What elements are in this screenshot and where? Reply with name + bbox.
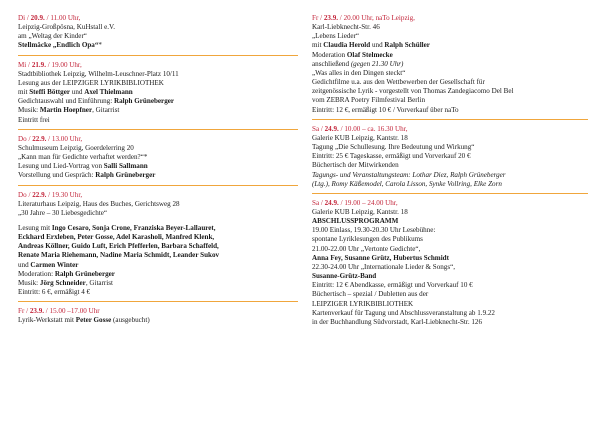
event-line	[18, 162, 298, 171]
text-segment: *	[98, 41, 102, 50]
event-line	[312, 309, 588, 318]
header-separator: /	[319, 198, 325, 207]
event-line	[312, 106, 588, 115]
text-segment: Gedichtfilme u.a. aus den Wettbewerben der Gesellschaft für	[312, 78, 485, 87]
bold-text: Eckhard Erxleben, Peter Gosse, Adel Karasholi, Manfred Klenk,	[18, 233, 215, 242]
event-line	[18, 153, 298, 162]
event-line	[18, 288, 298, 297]
text-segment: Galerie KUB Leipzig, Kantstr. 18	[312, 133, 408, 142]
event-line	[18, 251, 298, 260]
event-line	[18, 70, 298, 79]
text-segment: und	[370, 41, 385, 50]
bold-text: Claudia Herold	[323, 41, 371, 50]
text-segment: Eintritt: 12 € Abendkasse, ermäßigt und Vorverkauf 10 €	[312, 281, 473, 290]
event-line	[18, 270, 298, 279]
header-separator: /	[25, 14, 31, 22]
bold-text: Steffi Böttger	[29, 88, 71, 97]
bold-text: ABSCHLUSSPROGRAMM	[312, 217, 399, 226]
text-segment: „Kann man für Gedichte verhaftet werden?“*	[18, 153, 148, 162]
left-column	[18, 14, 298, 335]
event-line	[18, 209, 298, 218]
event-line	[18, 32, 298, 41]
event-date: 24.9.	[324, 198, 339, 207]
event-line	[312, 226, 588, 235]
text-segment: Eintritt: 6 €, ermäßigt 4 €	[18, 288, 91, 297]
event-line	[18, 23, 298, 32]
bold-text: Stellmäcke „Endlich Opa“	[18, 41, 99, 50]
event-line	[18, 316, 298, 325]
event-line	[312, 245, 588, 254]
event-line	[312, 281, 588, 290]
bold-text: Martin Hoepfner	[39, 106, 93, 115]
text-segment: Leipzig-Großpösna, KuHstall e.V.	[18, 23, 115, 32]
text-segment: zeitgenössische Lyrik - vorgestellt von Thomas Zandegiacomo Del Bel	[312, 87, 514, 96]
event-entry	[18, 14, 298, 56]
bold-text: Ralph Grüneberger	[113, 97, 175, 106]
bold-text: Carmen Winter	[30, 260, 79, 269]
bold-text: Andreas Köllner, Guido Luft, Erich Pfefferlen, Barbara Schaffeld,	[18, 242, 219, 251]
event-header	[312, 125, 588, 134]
event-entry	[18, 135, 298, 186]
text-segment: Musik:	[18, 106, 40, 115]
bold-text: Ingo Cesaro, Sonja Crone, Franziska Beyer-Lallauret,	[51, 223, 216, 232]
text-segment: Galerie KUB Leipzig, Kantstr. 18	[312, 207, 408, 216]
event-time: 19.00 Uhr,	[51, 60, 82, 69]
event-day: Fr	[312, 14, 319, 22]
event-header	[18, 61, 298, 70]
bold-text: Susanne-Grütz-Band	[312, 272, 377, 281]
event-line	[18, 242, 298, 251]
event-line	[18, 261, 298, 270]
event-line	[18, 224, 298, 233]
event-line	[18, 233, 298, 242]
event-header	[18, 135, 298, 144]
text-segment: und	[70, 88, 85, 97]
event-entry	[312, 125, 588, 194]
text-segment: 22.30-24.00 Uhr „Internationale Lieder & Songs“,	[312, 262, 456, 271]
text-segment: anschließend	[312, 59, 351, 68]
text-segment: Gedichtauswahl und Einführung:	[18, 97, 114, 106]
text-segment: Lyrik-Werkstatt mit	[18, 316, 76, 325]
event-date: 21.9.	[31, 60, 46, 69]
event-date: 23.9.	[323, 14, 339, 22]
text-segment: Schulmuseum Leipzig, Goerdelerring 20	[18, 143, 134, 152]
text-segment: Büchertisch der Mitwirkenden	[312, 161, 399, 170]
text-segment: 21.00-22.00 Uhr „Vertonte Gedichte“,	[312, 244, 421, 253]
event-header	[312, 14, 588, 23]
event-header	[18, 307, 298, 316]
event-date: 24.9.	[324, 124, 339, 133]
event-header	[312, 199, 588, 208]
event-time: 10.00 – ca. 16.30 Uhr,	[344, 124, 408, 133]
header-separator: /	[46, 190, 52, 199]
bold-text: Renate Maria Riehemann, Nadine Maria Schmidt, Leander Sukov	[18, 251, 220, 260]
text-segment: „30 Jahre – 30 Liebesgedichte“	[18, 208, 108, 217]
bold-text: Jörg Schneider	[39, 278, 86, 287]
event-line	[18, 106, 298, 115]
bold-text: Olaf Stelmecke	[346, 50, 393, 59]
event-line	[18, 144, 298, 153]
text-segment: Moderation	[312, 50, 347, 59]
event-line	[18, 97, 298, 106]
bold-text: Ralph Schüller	[384, 41, 430, 50]
text-segment: mit	[18, 88, 30, 97]
text-segment: Lesung und Lied-Vortrag von	[18, 162, 104, 171]
italic-text: (gegen 21.30 Uhr)	[350, 59, 404, 68]
event-line	[312, 263, 588, 272]
text-segment: Literaturhaus Leipzig, Haus des Buches, Gerichtsweg 28	[18, 199, 180, 208]
event-line	[312, 78, 588, 87]
event-time: 20.00 Uhr, naTo Leipzig,	[343, 14, 415, 22]
event-line	[312, 235, 588, 244]
header-separator: /	[319, 124, 325, 133]
event-line	[312, 161, 588, 170]
event-entry	[312, 199, 588, 331]
event-time: 13.00 Uhr,	[51, 134, 83, 143]
header-separator: /	[338, 14, 344, 22]
event-header	[18, 191, 298, 200]
event-line	[312, 180, 588, 189]
event-entry	[312, 14, 588, 120]
bold-text: Peter Gosse	[75, 316, 112, 325]
event-time: 19.00 – 24.00 Uhr,	[344, 198, 398, 207]
text-segment: Tagung „Die Schullesung. Ihre Bedeutung und Wirkung“	[312, 143, 475, 152]
text-segment: Stadtbibliothek Leipzig, Wilhelm-Leuschner-Platz 10/11	[18, 69, 179, 78]
text-segment: Eintritt: 25 € Tageskasse, ermäßigt und Vorverkauf 20 €	[312, 152, 471, 161]
event-date: 22.9.	[32, 190, 47, 199]
text-segment: Moderation:	[18, 269, 55, 278]
text-segment: (ausgebucht)	[111, 316, 150, 325]
event-line	[312, 290, 588, 299]
event-line	[18, 41, 298, 50]
text-segment: Büchertisch – spezial / Dubletten aus der	[312, 290, 429, 299]
event-day: Sa	[312, 124, 320, 133]
text-segment: in der Buchhandlung Südvorstadt, Karl-Liebknecht-Str. 126	[312, 317, 483, 326]
event-header	[18, 14, 298, 23]
event-line	[312, 300, 588, 309]
event-line	[18, 171, 298, 180]
header-separator: /	[26, 190, 33, 199]
event-line	[312, 60, 588, 69]
event-day: Do	[18, 190, 27, 199]
event-day: Sa	[312, 198, 320, 207]
text-segment: und	[18, 260, 31, 269]
header-separator: /	[338, 124, 345, 133]
event-day: Fr	[18, 307, 25, 316]
text-segment: Musik:	[18, 278, 40, 287]
header-separator: /	[46, 134, 52, 143]
header-separator: /	[26, 134, 33, 143]
header-separator: /	[318, 14, 324, 22]
bold-text: Salli Sallmann	[103, 162, 148, 171]
text-segment: mit	[312, 41, 324, 50]
event-entry	[18, 307, 298, 329]
event-date: 23.9.	[29, 307, 45, 316]
event-entry	[18, 61, 298, 130]
event-line	[18, 116, 298, 125]
event-day: Do	[18, 134, 27, 143]
event-line	[18, 79, 298, 88]
event-time: 19.30 Uhr,	[51, 190, 83, 199]
text-segment: „Lebens Lieder“	[312, 32, 360, 41]
italic-text: (Ltg.), Romy Käßemodel, Carola Lisson, Synke Vollring, Elke Zorn	[312, 179, 502, 188]
event-line	[312, 254, 588, 263]
text-segment: Lesung mit	[18, 223, 52, 232]
right-column	[312, 14, 588, 336]
text-segment: spontane Lyriklesungen des Publikums	[312, 235, 423, 244]
text-segment: Karl-Liebknecht-Str. 46	[312, 23, 380, 32]
header-separator: /	[26, 60, 32, 69]
event-line	[312, 32, 588, 41]
event-line	[18, 279, 298, 288]
event-line	[312, 41, 588, 50]
event-date: 22.9.	[32, 134, 47, 143]
text-segment: am „Weltag der Kinder“	[18, 32, 87, 41]
text-segment: Kartenverkauf für Tagung und Abschlussveranstaltung ab 1.9.22	[312, 308, 495, 317]
bold-text: Anna Fey, Susanne Grütz, Hubertus Schmidt	[312, 253, 449, 262]
event-line	[312, 318, 588, 327]
event-entry	[18, 191, 298, 303]
italic-text: Tagungs- und Veranstaltungsteam: Lothar Diez, Ralph Grüneberger	[312, 170, 506, 179]
event-line	[312, 272, 588, 281]
text-segment: 19.00 Einlass, 19.30-20.30 Uhr Lesebühne:	[312, 226, 436, 235]
text-segment: Lesung aus der LEIPZIGER LYRIKBIBLIOTHEK	[18, 78, 164, 87]
text-segment: LEIPZIGER LYRIKBIBLIOTHEK	[312, 299, 414, 308]
event-date: 20.9.	[30, 14, 45, 22]
event-line	[312, 96, 588, 105]
event-line	[312, 87, 588, 96]
text-segment: „Was alles in den Dingen steckt“	[312, 68, 406, 77]
header-separator: /	[24, 307, 30, 316]
event-time: 15.00 –17.00 Uhr	[49, 307, 100, 316]
event-line	[312, 51, 588, 60]
text-segment: , Gitarrist	[85, 278, 113, 287]
event-line	[18, 88, 298, 97]
text-segment: Vorstellung und Gespräch:	[18, 171, 96, 180]
text-segment: Eintritt: 12 €, ermäßigt 10 € / Vorverkauf über naTo	[312, 105, 459, 114]
event-line	[312, 134, 588, 143]
text-segment: , Gitarrist	[92, 106, 120, 115]
text-segment: vom ZEBRA Poetry Filmfestival Berlin	[312, 96, 426, 105]
text-segment: Eintritt frei	[18, 115, 50, 124]
header-separator: /	[44, 307, 50, 316]
event-line	[312, 171, 588, 180]
event-day: Mi	[18, 60, 27, 69]
event-line	[312, 69, 588, 78]
event-day: Di	[18, 14, 26, 22]
bold-text: Axel Thielmann	[84, 88, 133, 97]
header-separator: /	[338, 198, 345, 207]
event-line	[18, 200, 298, 209]
event-line	[312, 152, 588, 161]
bold-text: Ralph Grüneberger	[95, 171, 156, 180]
event-line	[312, 217, 588, 226]
header-separator: /	[46, 60, 52, 69]
event-line	[312, 208, 588, 217]
bold-text: Ralph Grüneberger	[54, 269, 115, 278]
event-line	[312, 23, 588, 32]
header-separator: /	[44, 14, 51, 22]
event-time: 11.00 Uhr,	[50, 14, 81, 22]
event-line	[312, 143, 588, 152]
